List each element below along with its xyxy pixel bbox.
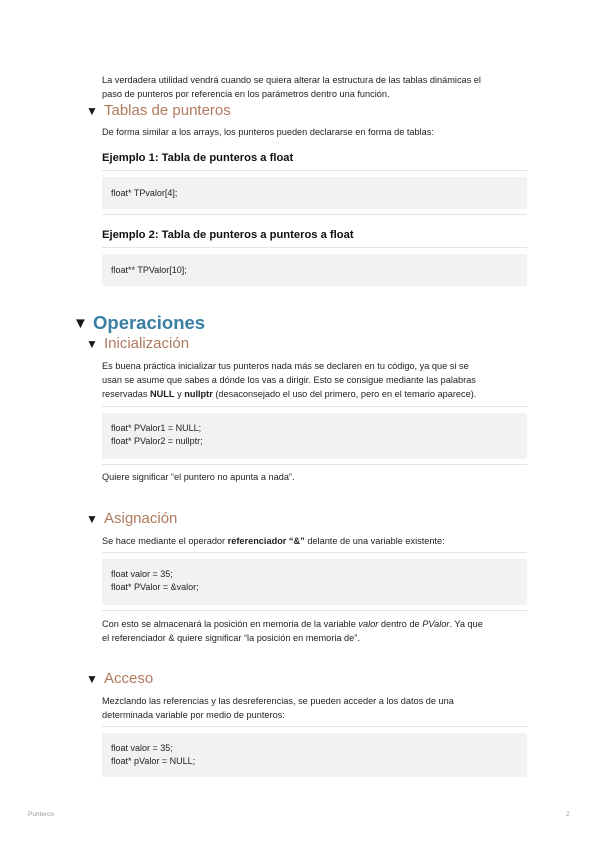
italic-term: valor	[358, 619, 379, 629]
text-span: y	[174, 389, 185, 399]
keyword-null: NULL	[150, 389, 175, 399]
code-block-acceso	[102, 733, 527, 777]
para-line: Es buena práctica inicializar tus punteros nada más se declaren en tu código, ya que si se	[102, 361, 469, 371]
ex2-title: Ejemplo 2: Tabla de punteros a punteros a float	[102, 229, 354, 241]
tablas-heading[interactable]	[86, 102, 231, 119]
divider	[102, 170, 527, 171]
toggle-triangle-icon[interactable]: ▼	[86, 336, 98, 351]
italic-term: PValor	[422, 619, 450, 629]
asignacion-heading-text: Asignación	[104, 510, 178, 527]
para-line: el referenciador & quiere significar “la posición en memoria de”.	[102, 633, 360, 643]
acceso-heading-text: Acceso	[104, 670, 154, 687]
note-line: Quiere significar “el puntero no apunta a nada”.	[102, 472, 295, 482]
text-span: dentro de	[378, 619, 423, 629]
divider	[102, 552, 527, 553]
asignacion-heading[interactable]	[86, 510, 177, 527]
inicializacion-paragraph	[102, 359, 542, 401]
para-line	[102, 534, 542, 548]
text-span: . Ya que	[449, 619, 483, 629]
ex1-title: Ejemplo 1: Tabla de punteros a float	[102, 152, 294, 164]
operaciones-heading[interactable]	[73, 312, 205, 334]
text-span: Con esto se almacenará la posición en memoria de la variable	[102, 619, 359, 629]
footer-page-number: 2	[566, 811, 570, 818]
toggle-triangle-icon[interactable]: ▼	[86, 103, 98, 118]
intro-line-1: La verdadera utilidad vendrá cuando se quiera alterar la estructura de las tablas dinámicas el	[102, 75, 481, 85]
code-line: float valor = 35;	[111, 743, 173, 753]
code-line: float* PValor2 = nullptr;	[111, 436, 203, 446]
tablas-heading-text: Tablas de punteros	[104, 102, 231, 119]
inicializacion-note	[102, 470, 295, 484]
code-line: float* PValor = &valor;	[111, 582, 199, 592]
code-line: float** TPValor[10];	[111, 265, 187, 275]
divider	[102, 406, 527, 407]
divider	[102, 247, 527, 248]
asignacion-text	[102, 534, 542, 548]
code-block-ex1	[102, 177, 527, 209]
toggle-triangle-icon[interactable]: ▼	[86, 511, 98, 526]
tablas-text	[102, 125, 434, 139]
code-line: float* pValor = NULL;	[111, 756, 196, 766]
code-line: float valor = 35;	[111, 569, 173, 579]
intro-line-2: paso de punteros por referencia en los parámetros dentro una función.	[102, 89, 390, 99]
acceso-paragraph	[102, 694, 542, 722]
code-block-asig	[102, 559, 527, 605]
para-line: Mezclando las referencias y las desreferencias, se pueden acceder a los datos de una	[102, 696, 454, 706]
asignacion-paragraph	[102, 617, 542, 645]
divider	[102, 726, 527, 727]
para-line: usan se asume que sabes a dónde los vas a dirigir. Esto se consigue mediante las palabras	[102, 375, 476, 385]
para-line	[102, 387, 542, 401]
divider	[102, 464, 527, 465]
code-block-ex2	[102, 254, 527, 286]
text-span: delante de una variable existente:	[304, 536, 445, 546]
inicializacion-heading[interactable]	[86, 335, 189, 352]
para-line	[102, 617, 542, 631]
acceso-heading[interactable]	[86, 670, 153, 687]
text-span: reservadas	[102, 389, 151, 399]
text-span: (desaconsejado el uso del primero, pero en el temario aparece).	[212, 389, 477, 399]
footer-title: Punteros	[28, 811, 55, 818]
divider	[102, 610, 527, 611]
inicializacion-heading-text: Inicialización	[104, 335, 190, 352]
code-line: float* PValor1 = NULL;	[111, 423, 202, 433]
bold-term: referenciador “&”	[227, 536, 305, 546]
text-span: Se hace mediante el operador	[102, 536, 228, 546]
keyword-nullptr: nullptr	[184, 389, 213, 399]
toggle-triangle-icon[interactable]: ▼	[73, 314, 88, 332]
intro-paragraph	[102, 73, 542, 101]
code-block-init	[102, 413, 527, 459]
para-line: determinada variable por medio de punteros:	[102, 710, 285, 720]
toggle-triangle-icon[interactable]: ▼	[86, 671, 98, 686]
divider	[102, 214, 527, 215]
code-line: float* TPvalor[4];	[111, 188, 178, 198]
operaciones-heading-text: Operaciones	[93, 312, 206, 333]
tablas-text-line: De forma similar a los arrays, los punteros pueden declararse en forma de tablas:	[102, 127, 434, 137]
